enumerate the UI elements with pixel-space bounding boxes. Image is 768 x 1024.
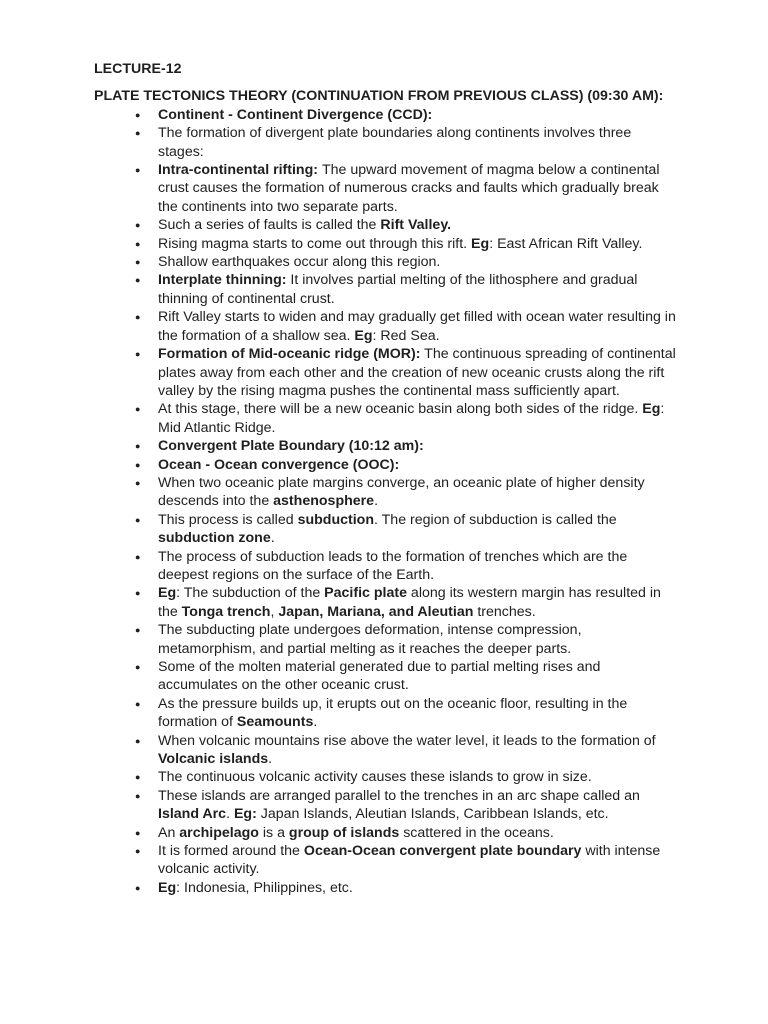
- text: : East African Rift Valley.: [489, 235, 643, 252]
- bullet-item: [158, 548, 678, 585]
- text: Some of the molten material generated due to partial melting rises and accumulates on the other oceanic crust.: [158, 659, 601, 694]
- text: : Indonesia, Philippines, etc.: [176, 879, 353, 896]
- bullet-item: [158, 437, 678, 455]
- text: It involves partial melting of the lithosphere and gradual thinning of continental crust.: [158, 272, 638, 307]
- text: .: [374, 493, 379, 510]
- bold-text: Eg: [158, 585, 177, 602]
- bold-text: Ocean - Ocean convergence (OOC):: [158, 456, 400, 473]
- text: The continuous volcanic activity causes these islands to grow in size.: [158, 769, 592, 786]
- bold-text: Formation of Mid-oceanic ridge (MOR):: [158, 346, 421, 363]
- text: It is formed around the: [158, 843, 304, 860]
- bullet-item: [158, 161, 678, 216]
- bold-text: archipelago: [179, 824, 259, 841]
- bold-text: group of islands: [288, 824, 400, 841]
- bold-text: Continent - Continent Divergence (CCD):: [158, 106, 433, 123]
- notes-bullet-list: [94, 106, 678, 897]
- text: along its western margin has resulted in the: [158, 585, 661, 620]
- bullet-item: [158, 308, 678, 345]
- bullet-item: [158, 124, 678, 161]
- text: When two oceanic plate margins converge, an oceanic plate of higher density descends into the: [158, 474, 645, 510]
- text: The formation of divergent plate boundaries along continents involves three stages:: [158, 125, 632, 160]
- text: .: [226, 806, 234, 823]
- bullet-item: [158, 235, 678, 253]
- text: .: [313, 714, 318, 731]
- text: Rising magma starts to come out through this rift.: [158, 235, 472, 252]
- bold-text: Eg: [471, 235, 490, 252]
- text: : The subduction of the: [176, 585, 325, 602]
- text: : Red Sea.: [372, 327, 440, 344]
- bullet-item: [158, 271, 678, 308]
- bullet-item: [158, 787, 678, 824]
- bullet-item: [158, 584, 678, 621]
- lecture-title: LECTURE-12: [94, 61, 182, 77]
- text: with intense volcanic activity.: [158, 843, 661, 878]
- text: Japan Islands, Aleutian Islands, Caribbean Islands, etc.: [256, 806, 609, 823]
- bold-text: Ocean-Ocean convergent plate boundary: [303, 843, 582, 860]
- bold-text: Convergent Plate Boundary (10:12 am):: [158, 438, 424, 455]
- bold-text: subduction zone: [158, 530, 271, 547]
- bullet-item: [158, 253, 678, 271]
- text: At this stage, there will be a new oceanic basin along both sides of the ridge.: [158, 401, 643, 418]
- text: .: [270, 530, 275, 547]
- bullet-item: [158, 511, 678, 548]
- bold-text: Tonga trench: [181, 603, 271, 620]
- text: . The region of subduction is called the: [374, 511, 617, 528]
- bold-text: Island Arc: [158, 806, 227, 823]
- text: .: [268, 751, 273, 768]
- text: As the pressure builds up, it erupts out on the oceanic floor, resulting in the formation of: [158, 695, 628, 731]
- text: An: [158, 824, 180, 841]
- bold-text: asthenosphere: [273, 493, 375, 510]
- text: trenches.: [473, 603, 536, 620]
- text: Rift Valley starts to widen and may gradually get filled with ocean water resulting in the formation of a shallow sea.: [158, 309, 676, 344]
- text: : Mid Atlantic Ridge.: [158, 401, 665, 436]
- bold-text: Pacific plate: [324, 585, 407, 602]
- bold-text: subduction: [297, 511, 375, 528]
- bold-text: Japan, Mariana, and Aleutian: [278, 603, 474, 620]
- text: The upward movement of magma below a continental crust causes the formation of numerous cracks and faults which gradually break the continents into two separate parts.: [158, 162, 660, 215]
- bullet-item: [158, 842, 678, 879]
- bold-text: Eg: [642, 401, 661, 418]
- bold-text: Volcanic islands: [158, 751, 269, 768]
- text: The subducting plate undergoes deformation, intense compression, metamorphism, and partial melting as it reaches the deeper parts.: [158, 622, 582, 657]
- bullet-item: [158, 400, 678, 437]
- bullet-item: [158, 732, 678, 769]
- text: When volcanic mountains rise above the water level, it leads to the formation of: [158, 732, 656, 749]
- bold-text: Interplate thinning:: [158, 272, 287, 289]
- bullet-item: [158, 345, 678, 400]
- bold-text: Seamounts: [236, 714, 314, 731]
- bold-text: Eg: [354, 327, 373, 344]
- bold-text: Eg: [158, 879, 177, 896]
- bullet-item: [158, 824, 678, 842]
- bold-text: Rift Valley.: [380, 217, 452, 234]
- text: Shallow earthquakes occur along this region.: [158, 254, 441, 271]
- text: ,: [270, 603, 279, 620]
- text: is a: [258, 824, 289, 841]
- bullet-item: [158, 768, 678, 786]
- bold-text: Intra-continental rifting:: [158, 162, 322, 179]
- bullet-item: [158, 106, 678, 124]
- text: Such a series of faults is called the: [158, 217, 381, 234]
- text: The process of subduction leads to the formation of trenches which are the deepest regions on the surface of the Earth.: [158, 548, 628, 583]
- section-heading: PLATE TECTONICS THEORY (CONTINUATION FROM PREVIOUS CLASS) (09:30 AM):: [94, 88, 664, 105]
- bullet-item: [158, 216, 678, 234]
- text: scattered in the oceans.: [399, 824, 554, 841]
- bullet-item: [158, 658, 678, 695]
- bullet-item: [158, 695, 678, 732]
- text: This process is called: [158, 511, 298, 528]
- bullet-item: [158, 474, 678, 511]
- bullet-item: [158, 456, 678, 474]
- text: These islands are arranged parallel to the trenches in an arc shape called an: [158, 787, 640, 804]
- bullet-item: [158, 879, 678, 897]
- text: The continuous spreading of continental plates away from each other and the creation of new oceanic crusts along the rift valley by the rising magma pushes the continental mass sufficiently apart.: [158, 346, 676, 399]
- bold-text: Eg:: [233, 806, 257, 823]
- bullet-item: [158, 621, 678, 658]
